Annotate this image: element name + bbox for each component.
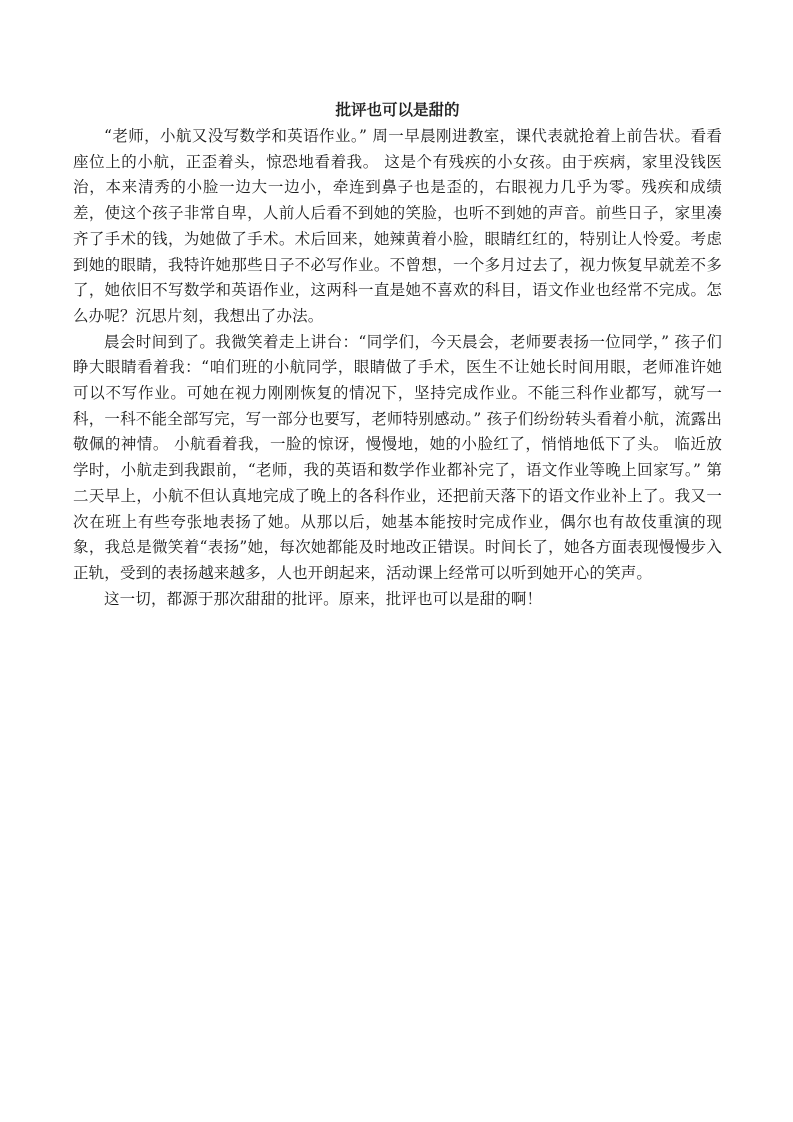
document-title: 批评也可以是甜的 <box>335 101 460 119</box>
paragraph-3: 这一切，都源于那次甜甜的批评。原来，批评也可以是甜的啊！ <box>104 589 543 608</box>
paragraph-2: 晨会时间到了。我微笑着走上讲台：“同学们，今天晨会，老师要表扬一位同学，” 孩子们睁大眼睛看着我：“咱们班的小航同学，眼睛做了手术，医生不让她长时间用眼，老师准许她可以不写作业。可她在视力刚刚恢复的情况下，坚持完成作业。不能三科作业都写，就写一科，一科不能全部写完，写一部分也要写，老师特别感动。” 孩子们纷纷转头看着小航，流露出敬佩的神情。 小航看着我，一脸的惊讶，慢慢地，她的小脸红了，悄悄地低下了头。 临近放学时，小航走到我跟前，“老师，我的英语和数学作业都补完了，语文作业等晚上回家写。” 第二天早上，小航不但认真地完成了晚上的各科作业，还把前天落下的语文作业补上了。我又一次在班上有些夸张地表扬了她。从那以后，她基本能按时完成作业，偶尔也有故伎重演的现象，我总是微笑着“表扬”她，每次她都能及时地改正错误。时间长了，她各方面表现慢慢步入正轨，受到的表扬越来越多，人也开朗起来，活动课上经常可以听到她开心的笑声。 <box>73 332 722 582</box>
document-page <box>73 98 722 612</box>
paragraph-1: “老师，小航又没写数学和英语作业。” 周一早晨刚进教室，课代表就抢着上前告状。看看座位上的小航，正歪着头，惊恐地看着我。 这是个有残疾的小女孩。由于疾病，家里没钱医治，本来清秀的小脸一边大一边小，牵连到鼻子也是歪的，右眼视力几乎为零。残疾和成绩差，使这个孩子非常自卑，人前人后看不到她的笑脸，也听不到她的声音。前些日子，家里凑齐了手术的钱，为她做了手术。术后回来，她辣黄着小脸，眼睛红红的，特别让人怜爱。考虑到她的眼睛，我特许她那些日子不必写作业。不曾想，一个多月过去了，视力恢复早就差不多了，她依旧不写数学和英语作业，这两科一直是她不喜欢的科目，语文作业也经常不完成。怎么办呢？沉思片刻，我想出了办法。 <box>73 127 722 325</box>
